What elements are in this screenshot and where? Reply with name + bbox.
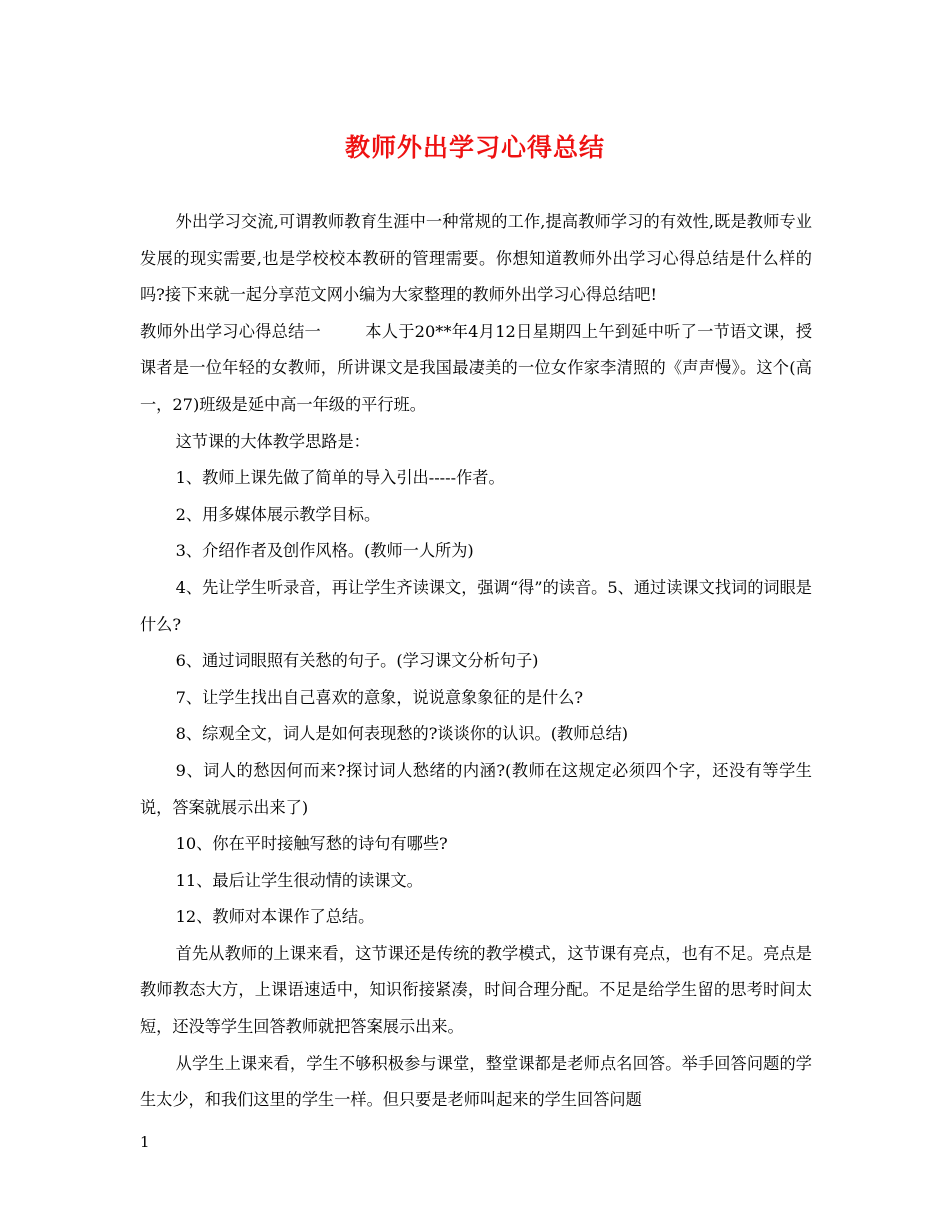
paragraph — [140, 753, 812, 826]
paragraph-text: 12、教师对本课作了总结。 — [175, 907, 375, 927]
paragraph-text: 首先从教师的上课来看，这节课还是传统的教学模式，这节课有亮点，也有不足。亮点是教师教态大方，上课语速适中，知识衔接紧凑，时间合理分配。不足是给学生留的思考时间太短，还没等学生回答教师就把答案展示出来。 — [140, 943, 812, 1037]
paragraph — [140, 1046, 812, 1119]
paragraph-text: 本人于20**年4月12日星期四上午到延中听了一节语文课，授课者是一位年轻的女教师，所讲课文是我国最凄美的一位女作家李清照的《声声慢》。这个(高一，27)班级是延中高一年级的平行班。 — [140, 321, 813, 414]
paragraph — [140, 570, 812, 643]
paragraph — [140, 533, 812, 570]
paragraph-text: 6、通过词眼照有关愁的句子。(学习课文分析句子) — [175, 651, 539, 671]
paragraph — [140, 863, 812, 900]
page-number: 1 — [140, 1133, 150, 1151]
paragraph — [140, 497, 812, 534]
paragraph — [140, 899, 812, 936]
paragraph-text: 2、用多媒体展示教学目标。 — [175, 504, 381, 524]
paragraph — [140, 936, 812, 1046]
paragraph-text: 11、最后让学生很动情的读课文。 — [175, 870, 423, 890]
paragraph — [140, 460, 812, 497]
paragraph-text: 1、教师上课先做了简单的导入引出-----作者。 — [175, 468, 505, 488]
document-body — [140, 204, 812, 1119]
document-title: 教师外出学习心得总结 — [344, 133, 605, 162]
paragraph-text: 9、词人的愁因何而来?探讨词人愁绪的内涵?(教师在这规定必须四个字，还没有等学生说，答案就展示出来了) — [140, 760, 812, 817]
paragraph-text: 8、综观全文，词人是如何表现愁的?谈谈你的认识。(教师总结) — [175, 724, 629, 744]
paragraph — [140, 680, 812, 717]
paragraph-text: 4、先让学生听录音，再让学生齐读课文，强调“得”的读音。5、通过读课文找词的词眼是什么? — [140, 577, 812, 634]
paragraph-text: 10、你在平时接触写愁的诗句有哪些? — [175, 834, 448, 854]
paragraph-text: 外出学习交流,可谓教师教育生涯中一种常规的工作,提高教师学习的有效性,既是教师专业发展的现实需要,也是学校校本教研的管理需要。你想知道教师外出学习心得总结是什么样的吗?接下来就一起分享范文网小编为大家整理的教师外出学习心得总结吧! — [140, 212, 812, 305]
paragraph — [140, 204, 812, 314]
paragraph — [140, 314, 812, 424]
paragraph — [140, 643, 812, 680]
paragraph — [140, 826, 812, 863]
paragraph — [140, 424, 812, 461]
paragraph-text: 7、让学生找出自己喜欢的意象，说说意象象征的是什么? — [175, 687, 584, 707]
paragraph-text: 这节课的大体教学思路是： — [175, 431, 370, 451]
section-heading: 教师外出学习心得总结一 — [140, 321, 322, 341]
paragraph — [140, 716, 812, 753]
paragraph-text: 3、介绍作者及创作风格。(教师一人所为) — [175, 541, 474, 561]
paragraph-text: 从学生上课来看，学生不够积极参与课堂，整堂课都是老师点名回答。举手回答问题的学生太少，和我们这里的学生一样。但只要是老师叫起来的学生回答问题 — [140, 1053, 812, 1110]
